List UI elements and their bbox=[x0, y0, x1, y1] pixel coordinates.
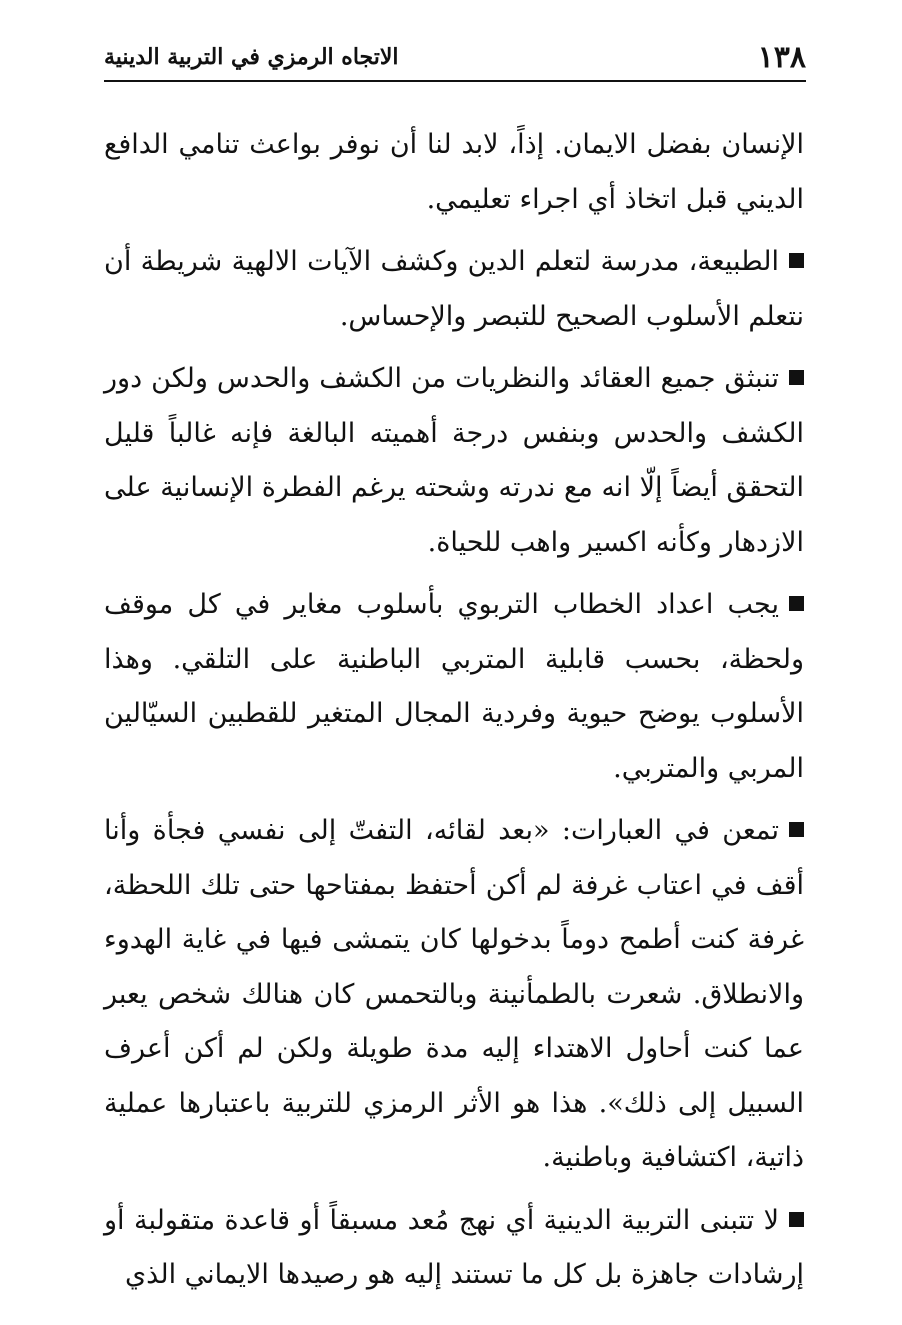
bullet-paragraph-discourse bbox=[104, 578, 804, 796]
paragraph-text: الطبيعة، مدرسة لتعلم الدين وكشف الآيات الالهية شريطة أن نتعلم الأسلوب الصحيح للتبصر والإحساس. bbox=[104, 246, 804, 332]
square-bullet-icon bbox=[789, 822, 804, 837]
paragraph-text: تنبثق جميع العقائد والنظريات من الكشف والحدس ولكن دور الكشف والحدس وبنفس درجة أهميته البالغة فإنه غالباً قليل التحقق أيضاً إلّا انه مع ندرته وشحته يرغم الفطرة الإنسانية على الازدهار وكأنه اكسير واهب للحياة. bbox=[104, 363, 804, 558]
paragraph-text: يجب اعداد الخطاب التربوي بأسلوب مغاير في كل موقف ولحظة، بحسب قابلية المتربي الباطنية على التلقي. وهذا الأسلوب يوضح حيوية وفردية المجال المتغير للقطبين السيّالين المربي والمتربي. bbox=[104, 589, 804, 784]
square-bullet-icon bbox=[789, 1212, 804, 1227]
paragraph-continuation bbox=[104, 118, 804, 227]
body-text bbox=[104, 118, 804, 1311]
bullet-paragraph-nature bbox=[104, 235, 804, 344]
square-bullet-icon bbox=[789, 596, 804, 611]
bullet-paragraph-quote bbox=[104, 804, 804, 1186]
page-number: ١٣٨ bbox=[757, 40, 806, 75]
running-title: الاتجاه الرمزي في التربية الدينية bbox=[104, 44, 399, 70]
square-bullet-icon bbox=[789, 370, 804, 385]
page-header bbox=[104, 36, 806, 82]
paragraph-text: الإنسان بفضل الايمان. إذاً، لابد لنا أن نوفر بواعث تنامي الدافع الديني قبل اتخاذ أي اجراء تعليمي. bbox=[104, 129, 804, 215]
paragraph-text: لا تتبنى التربية الدينية أي نهج مُعد مسبقاً أو قاعدة متقولبة أو إرشادات جاهزة بل كل ما تستند إليه هو رصيدها الايماني الذي bbox=[104, 1204, 804, 1290]
bullet-paragraph-intuition bbox=[104, 352, 804, 570]
bullet-paragraph-method bbox=[104, 1194, 804, 1303]
square-bullet-icon bbox=[789, 253, 804, 268]
paragraph-text: تمعن في العبارات: «بعد لقائه، التفتّ إلى نفسي فجأة وأنا أقف في اعتاب غرفة لم أكن أحتفظ بمفتاحها حتى تلك اللحظة، غرفة كنت أطمح دوماً بدخولها كان يتمشى فيها في غاية الهدوء والانطلاق. شعرت بالطمأنينة وبالتحمس كان هنالك شخص يعبر عما كنت أحاول الاهتداء إليه مدة طويلة ولكن لم أكن أعرف السبيل إلى ذلك». هذا هو الأثر الرمزي للتربية باعتبارها عملية ذاتية، اكتشافية وباطنية. bbox=[104, 815, 804, 1173]
